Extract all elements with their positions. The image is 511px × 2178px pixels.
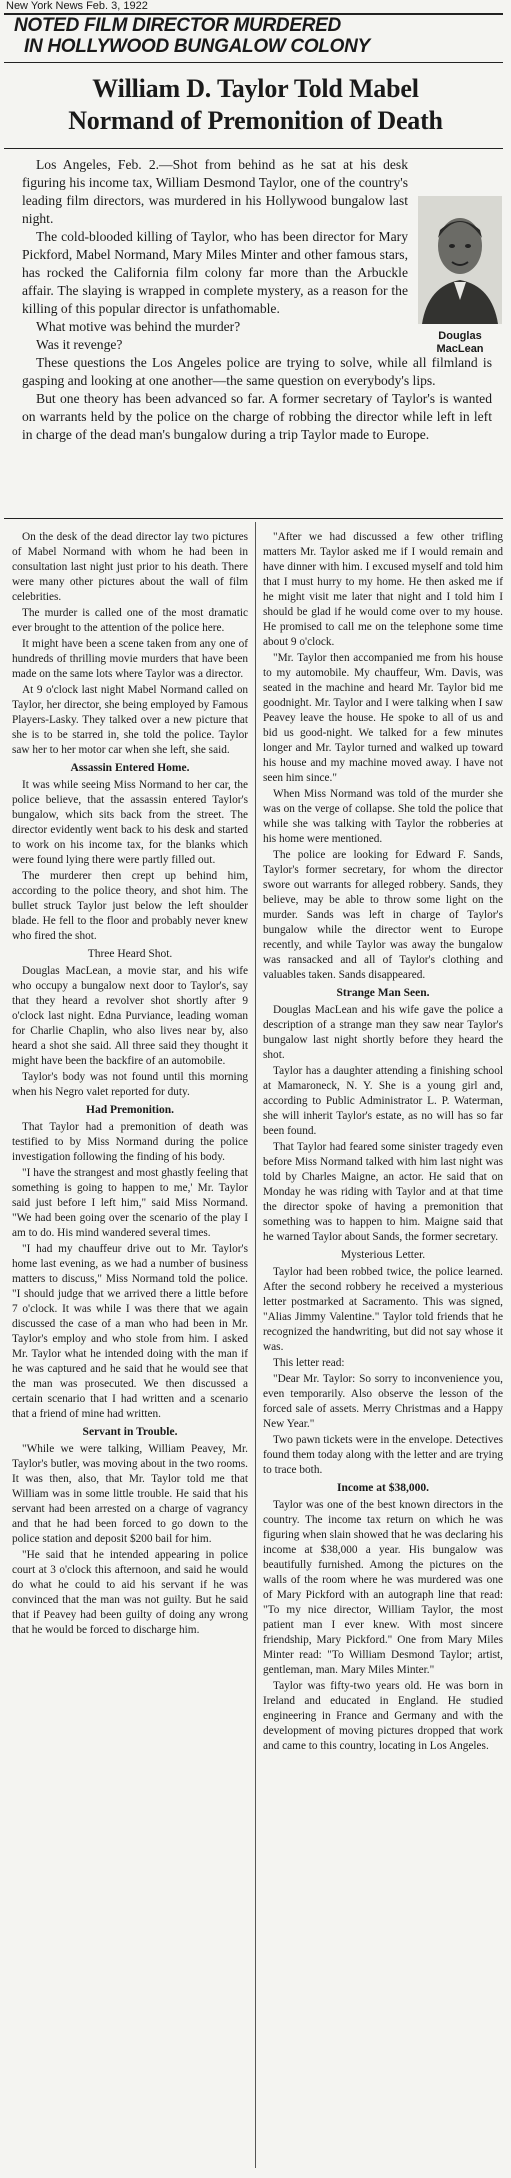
lead-paragraph: What motive was behind the murder? [36, 319, 241, 334]
lead-paragraph: Los Angeles, Feb. 2.—Shot from behind as he sat at his desk figuring his income tax, William Desmond Taylor, one of the country's leading film directors, was murdered in his Hollywood bungalow last night. [22, 157, 408, 226]
body-paragraph: "Mr. Taylor then accompanied me from his house to my automobile. My chauffeur, Wm. Davis, was seated in the machine and heard Mr. Taylor bid me goodnight. Mr. Taylor and I were talking when I saw Peavey leave the house. He spoke to all of us and bid us good-night. We talked for a few minutes longer and Mr. Taylor turned and walked up toward his house and my machine moved away. I have not seen him since." [263, 652, 503, 784]
subheading: Servant in Trouble. [82, 1426, 178, 1438]
body-paragraph: "While we were talking, William Peavey, Mr. Taylor's butler, was moving about in the two rooms. It was then, also, that Mr. Taylor told me that William was in some little trouble. He said that his servant had been arrested on a charge of vagrancy and that he had been forced to go down to the police station and deposit $200 bail for him. [12, 1443, 248, 1545]
subheading: Mysterious Letter. [340, 1249, 426, 1261]
body-paragraph: "I have the strangest and most ghastly feeling that something is going to happen to me,' Mr. Taylor said just before I left him," said Miss Normand. "We had been going over the scenario of the play I am to do. His mind wandered several times. [12, 1167, 248, 1239]
headline-rule [4, 148, 503, 149]
lead-paragraph: These questions the Los Angeles police are trying to solve, while all filmland is gasping and looking at one another—the same question on everybody's lips. [22, 355, 492, 388]
body-paragraph: Taylor's body was not found until this morning when his Negro valet reported for duty. [12, 1071, 248, 1098]
photo-caption [412, 330, 508, 356]
body-paragraph: This letter read: [273, 1357, 345, 1369]
photo-caption-last: MacLean [436, 343, 484, 355]
body-paragraph: On the desk of the dead director lay two pictures of Mabel Normand with whom he had been in consultation last night just prior to his death. There were many other pictures about the wall of film celebrities. [12, 531, 248, 603]
photo-caption-first: Douglas [438, 330, 482, 342]
body-paragraph: The murderer then crept up behind him, according to the police theory, and shot him. The bullet struck Taylor just below the left shoulder blade. He fell to the floor and probably never knew who fired the shot. [12, 870, 248, 942]
subheading: Income at $38,000. [337, 1482, 429, 1494]
body-rule [4, 518, 503, 519]
body-paragraph: "Dear Mr. Taylor: So sorry to inconvenience you, even temporarily. Also observe the lesson of the forced sale of assets. Merry Christmas and a Happy New Year." [263, 1373, 503, 1430]
subheading: Assassin Entered Home. [70, 762, 190, 774]
body-paragraph: That Taylor had feared some sinister tragedy even before Miss Normand talked with him last night was told by Charles Maigne, an actor. He said that on Monday he was riding with Taylor and at that time the director spoke of having a premonition that something was to happen to him. Maigne said that he warned Taylor about Sands, the former secretary. [263, 1141, 503, 1243]
body-paragraph: "He said that he intended appearing in police court at 3 o'clock this afternoon, and said he would do what he could to aid his servant if he was convinced that the man was not guilty. But he said that if Peavey had been guilty of doing any wrong that he would be forced to discharge him. [12, 1549, 248, 1636]
body-paragraph: Taylor was one of the best known directors in the country. The income tax return on which he was figuring when slain showed that he was declaring his income at $38,000 a year. His bungalow was beautifully furnished. Among the pictures on the walls of the room where he was murdered was one of Mary Pickford with an autograph line that read: "To my nice director, William Taylor, the most patient man I ever knew. With most sincere friendship, Mary Pickford." One from Mary Miles Minter read: "To William Desmond Taylor; artist, gentleman, man. Mary Miles Minter." [263, 1499, 503, 1676]
headline-line-1: William D. Taylor Told Mabel [92, 74, 419, 103]
body-paragraph: At 9 o'clock last night Mabel Normand called on Taylor, her director, she being employed by Famous Players-Lasky. They talked over a new picture that she is to be starred in, she told the police. Taylor saw her to her motor car when she left, she said. [12, 684, 248, 756]
body-paragraph: It might have been a scene taken from any one of hundreds of thrilling movie murders that have been made on the same lots where Taylor was a director. [12, 638, 248, 680]
body-paragraph: Taylor had been robbed twice, the police learned. After the second robbery he received a mysterious letter postmarked at Sacramento. This was signed, "Alias Jimmy Valentine." Taylor told friends that he recognized the handwriting, but did not say whose it was. [263, 1266, 503, 1353]
body-paragraph: The police are looking for Edward F. Sands, Taylor's former secretary, for whom the director swore out warrants for alleged robbery. Sands, they believe, may be able to throw some light on the murder. Sands was left in charge of Taylor's bungalow while the director went to Europe recently, and while Taylor was away the bungalow was ransacked and all of Taylor's clothing and valuables taken. Sands disappeared. [263, 849, 503, 981]
lead-paragraph: But one theory has been advanced so far. A former secretary of Taylor's is wanted on warrants held by the police on the charge of robbing the director while left in left in charge of the dead man's bungalow during a trip Taylor made to Europe. [22, 391, 492, 442]
body-paragraph: The murder is called one of the most dramatic ever brought to the attention of the police here. [12, 607, 248, 634]
body-paragraph: Douglas MacLean, a movie star, and his wife who occupy a bungalow next door to Taylor's, say that they heard a revolver shot shortly after 9 o'clock last night. Edna Purviance, leading woman for Charlie Chaplin, who also lives near by, also heard a shot she said. All three said they thought it might have been the backfire of an automobile. [12, 965, 248, 1067]
kicker-rule [4, 62, 503, 63]
portrait-photo [418, 196, 502, 324]
subheading: Three Heard Shot. [87, 948, 173, 960]
headline-line-2: Normand of Premonition of Death [68, 106, 443, 135]
body-paragraph: It was while seeing Miss Normand to her car, the police believe, that the assassin entered Taylor's bungalow, which sits back from the street. The director evidently went back to his desk and started to work on his income tax, for the blanks which were found lying there were partly filled out. [12, 779, 248, 866]
body-paragraph: "I had my chauffeur drive out to Mr. Taylor's home last evening, as we had a number of business matters to discuss," Miss Normand told the police. "I should judge that we arrived there a little before 7 o'clock. It was while I was there that we again discussed the case of a man who had been in Mr. Taylor's employ and who stole from him. I asked Mr. Taylor what he intended doing with the man if he was captured and he said that he would see that the man was prosecuted. We then discussed a certain scenario that I had written and a scenario that a friend of mine had written. [12, 1243, 248, 1420]
body-paragraph: Two pawn tickets were in the envelope. Detectives found them today along with the letter and are trying to trace both. [263, 1434, 503, 1476]
body-paragraph: Taylor was fifty-two years old. He was born in Ireland and educated in England. He studied engineering in France and Germany and with the development of moving pictures dropped that work and came to this country, locating in Los Angeles. [263, 1680, 503, 1752]
lead-paragraph: Was it revenge? [36, 337, 123, 352]
lead-paragraph: The cold-blooded killing of Taylor, who has been director for Mary Pickford, Mabel Normand, Mary Miles Minter and other famous stars, has rocked the California film colony far more than the Arbuckle affair. The slaying is wrapped in complete mystery, as a reason for the killing of this popular director is unfathomable. [22, 229, 408, 316]
body-paragraph: Taylor has a daughter attending a finishing school at Mamaroneck, N. Y. She is a young girl and, according to Public Administrator L. P. Waterman, she will inherit Taylor's estate, as no will has so far been found. [263, 1065, 503, 1137]
subheading: Strange Man Seen. [336, 987, 430, 999]
body-paragraph: That Taylor had a premonition of death was testified to by Miss Normand during the police investigation following the finding of his body. [12, 1121, 248, 1163]
kicker-line-2: IN HOLLYWOOD BUNGALOW COLONY [24, 36, 370, 57]
column-divider [255, 522, 256, 2168]
kicker-line-1: NOTED FILM DIRECTOR MURDERED [14, 15, 341, 36]
subheading: Had Premonition. [86, 1104, 174, 1116]
body-paragraph: When Miss Normand was told of the murder she was on the verge of collapse. She told the police that while she was talking with Taylor the robberies at his home were mentioned. [263, 788, 503, 845]
left-column [12, 530, 248, 1639]
dateline: New York News Feb. 3, 1922 [6, 0, 148, 12]
body-paragraph: Douglas MacLean and his wife gave the police a description of a strange man they saw near Taylor's bungalow last night shortly before they heard the shot. [263, 1004, 503, 1061]
right-column [263, 530, 503, 1755]
body-paragraph: "After we had discussed a few other trifling matters Mr. Taylor asked me if I would remain and have dinner with him. I excused myself and told him that I must hurry to my home. He then asked me if he might visit me later that night and I told him I should be glad if he would come over to my house. He promised to call me on the telephone some time about 9 o'clock. [263, 531, 503, 648]
